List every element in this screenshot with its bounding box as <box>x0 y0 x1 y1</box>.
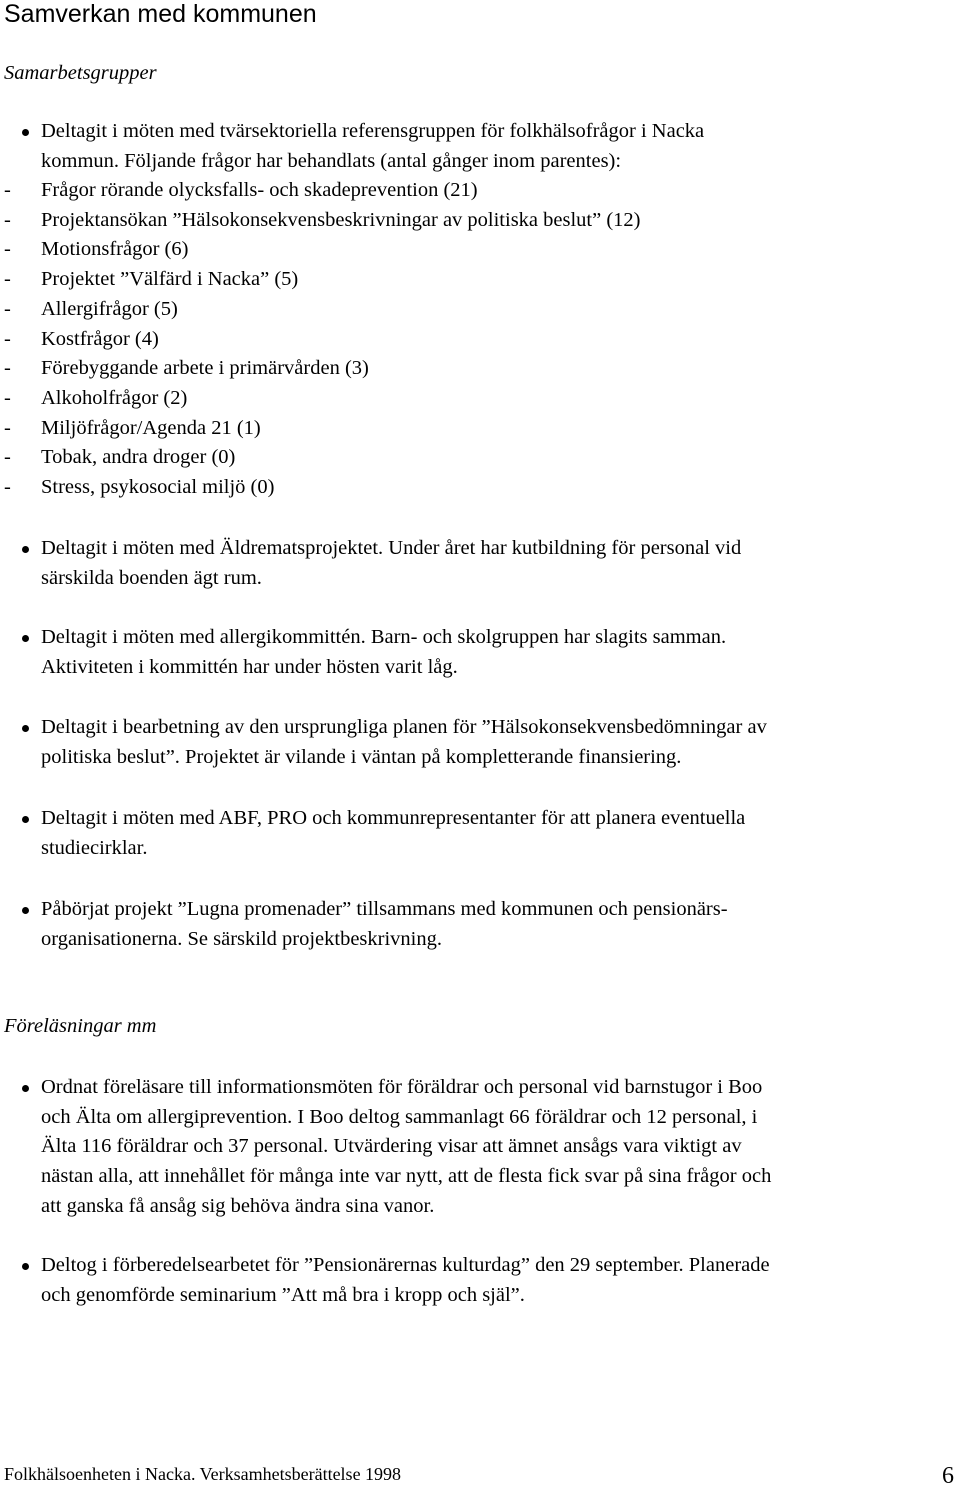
list-item-line: Aktiviteten i kommittén har under hösten varit låg. <box>41 655 458 678</box>
sublist-item <box>4 325 934 355</box>
list-item-line: Deltagit i bearbetning av den ursprungliga planen för ”Hälsokonsekvensbedömningar av <box>41 716 767 738</box>
page-number: 6 <box>942 1463 954 1489</box>
sublist-item <box>4 295 934 325</box>
list-item-line: Deltagit i möten med Äldrematsprojektet. Under året har kutbildning för personal vid <box>41 537 742 559</box>
sublist-item <box>4 235 934 265</box>
list-item <box>41 1251 953 1310</box>
sublist-item-text: Projektet ”Välfärd i Nacka” (5) <box>41 268 299 291</box>
list-item-line: Deltog i förberedelsearbetet för ”Pensionärernas kulturdag” den 29 september. Planerade <box>41 1254 770 1276</box>
list-item <box>41 804 953 863</box>
dash-marker: - <box>4 297 11 320</box>
list-item-line: att ganska få ansåg sig behöva ändra sina vanor. <box>41 1194 435 1217</box>
bullet-icon <box>22 1085 29 1092</box>
bullet-icon <box>22 546 29 553</box>
sublist-item <box>4 414 934 444</box>
sublist-item-text: Tobak, andra droger (0) <box>41 446 236 469</box>
dash-marker: - <box>4 357 11 380</box>
dash-marker: - <box>4 179 11 201</box>
sublist-item-text: Förebyggande arbete i primärvården (3) <box>41 357 369 380</box>
list-item <box>41 895 953 954</box>
dash-marker: - <box>4 268 11 291</box>
list-item-line: och genomförde seminarium ”Att må bra i kropp och själ”. <box>41 1283 525 1306</box>
bullet-icon <box>22 129 29 136</box>
bullet-icon <box>22 907 29 914</box>
list-item <box>41 713 953 772</box>
list-item <box>41 1073 953 1222</box>
sublist-item <box>4 443 934 473</box>
list-item-line: kommun. Följande frågor har behandlats (antal gånger inom parentes): <box>41 149 622 172</box>
list-item-line: Ordnat föreläsare till informationsmöten för föräldrar och personal vid barnstugor i Boo <box>41 1076 763 1098</box>
list-item-line: Deltagit i möten med tvärsektoriella referensgruppen för folkhälsofrågor i Nacka <box>41 120 705 142</box>
dash-marker: - <box>4 476 11 499</box>
dash-marker: - <box>4 208 11 231</box>
topic-sublist <box>4 176 934 503</box>
dash-marker: - <box>4 386 11 409</box>
list-item-line: och Älta om allergiprevention. I Boo deltog sammanlagt 66 föräldrar och 12 personal, i <box>41 1105 758 1128</box>
sublist-item <box>4 265 934 295</box>
list-item-line: särskilda boenden ägt rum. <box>41 566 262 589</box>
list-item-line: nästan alla, att innehållet för många inte var nytt, att de flesta fick svar på sina frågor och <box>41 1165 772 1188</box>
sublist-item-text: Alkoholfrågor (2) <box>41 386 188 409</box>
list-item-line: studiecirklar. <box>41 836 148 859</box>
sublist-item-text: Miljöfrågor/Agenda 21 (1) <box>41 416 261 439</box>
sublist-item-text: Kostfrågor (4) <box>41 327 159 350</box>
sublist-item-text: Stress, psykosocial miljö (0) <box>41 476 275 499</box>
list-item-line: Påbörjat projekt ”Lugna promenader” tillsammans med kommunen och pensionärs- <box>41 898 728 920</box>
sublist-item-text: Allergifrågor (5) <box>41 297 178 320</box>
list-item-line: politiska beslut”. Projektet är vilande i väntan på kompletterande finansiering. <box>41 745 682 768</box>
sublist-item <box>4 384 934 414</box>
bullet-icon <box>22 1263 29 1270</box>
bullet-icon <box>22 816 29 823</box>
sublist-item <box>4 206 934 236</box>
list-item-line: Deltagit i möten med ABF, PRO och kommunrepresentanter för att planera eventuella <box>41 807 746 829</box>
list-item <box>41 534 953 593</box>
sublist-item <box>4 354 934 384</box>
subsection-heading-samarbetsgrupper: Samarbetsgrupper <box>4 62 157 84</box>
sublist-item-text: Frågor rörande olycksfalls- och skadeprevention (21) <box>41 179 478 201</box>
list-item <box>41 623 953 682</box>
list-item-line: organisationerna. Se särskild projektbeskrivning. <box>41 927 443 950</box>
dash-marker: - <box>4 327 11 350</box>
list-item-line: Deltagit i möten med allergikommittén. Barn- och skolgruppen har slagits samman. <box>41 626 727 648</box>
sublist-item <box>4 473 934 503</box>
section-title: Samverkan med kommunen <box>4 0 317 28</box>
list-item <box>41 117 953 176</box>
sublist-item-text: Motionsfrågor (6) <box>41 238 189 261</box>
sublist-item <box>4 176 934 206</box>
subsection-heading-forelasningar: Föreläsningar mm <box>4 1015 157 1037</box>
footer-text: Folkhälsoenheten i Nacka. Verksamhetsberättelse 1998 <box>4 1464 402 1484</box>
dash-marker: - <box>4 238 11 261</box>
dash-marker: - <box>4 416 11 439</box>
bullet-icon <box>22 635 29 642</box>
bullet-icon <box>22 725 29 732</box>
list-item-line: Älta 116 föräldrar och 37 personal. Utvärdering visar att ämnet ansågs vara viktigt av <box>41 1135 742 1158</box>
dash-marker: - <box>4 446 11 469</box>
sublist-item-text: Projektansökan ”Hälsokonsekvensbeskrivningar av politiska beslut” (12) <box>41 208 641 231</box>
